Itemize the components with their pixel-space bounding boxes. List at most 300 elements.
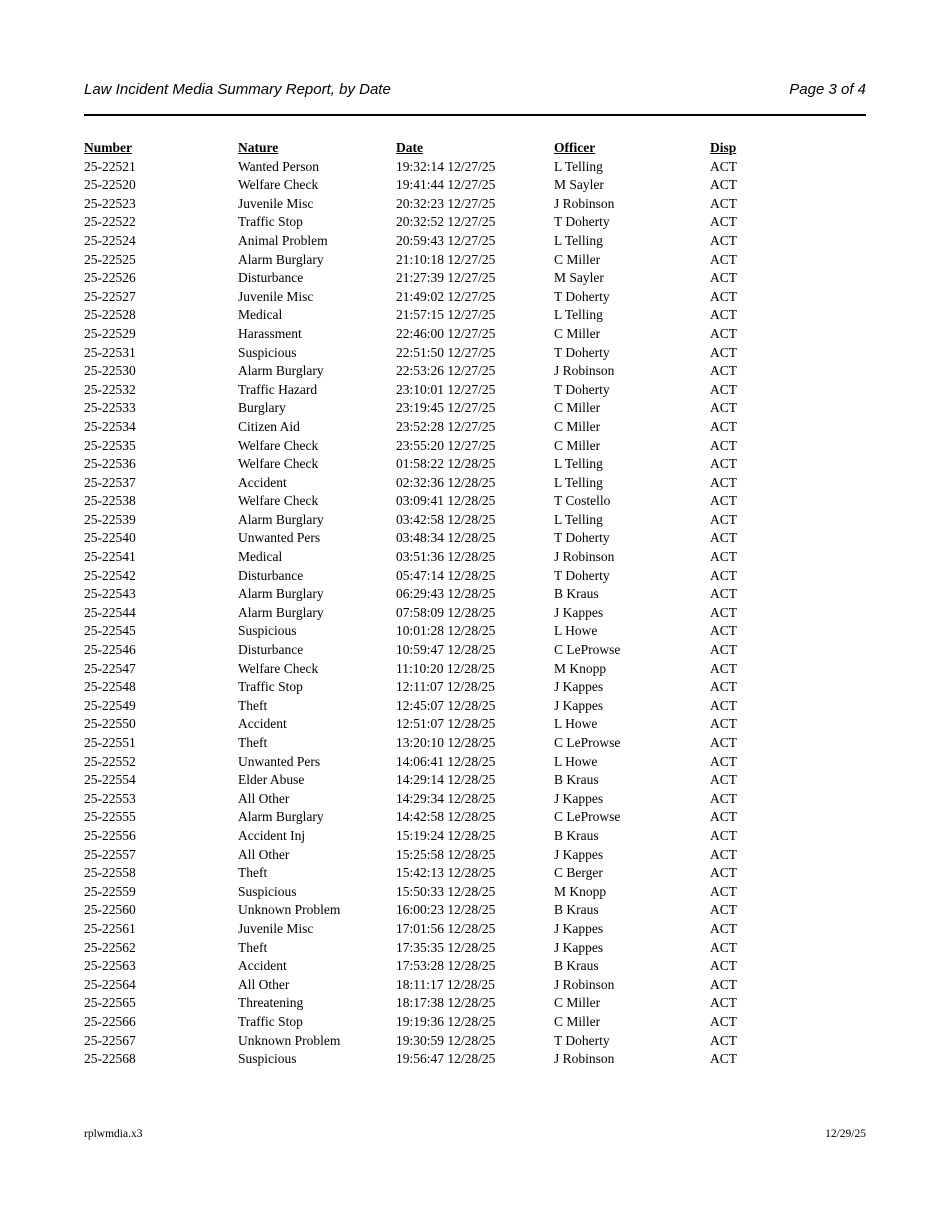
cell-number: 25-22560: [84, 902, 136, 918]
cell-nature: Threatening: [238, 995, 304, 1011]
table-row: [84, 1032, 796, 1051]
table-row: [84, 641, 796, 660]
cell-number: 25-22524: [84, 232, 136, 248]
table-row: [84, 213, 796, 232]
cell-date: 22:46:00 12/27/25: [396, 325, 496, 341]
cell-disp: ACT: [710, 344, 737, 360]
cell-nature: Traffic Stop: [238, 1013, 303, 1029]
cell-date: 19:56:47 12/28/25: [396, 1051, 496, 1067]
cell-officer: J Robinson: [554, 195, 615, 211]
cell-disp: ACT: [710, 474, 737, 490]
cell-nature: Animal Problem: [238, 232, 328, 248]
cell-nature: Welfare Check: [238, 456, 319, 472]
cell-officer: T Doherty: [554, 288, 610, 304]
cell-disp: ACT: [710, 195, 737, 211]
cell-officer: T Doherty: [554, 214, 610, 230]
cell-number: 25-22541: [84, 549, 136, 565]
cell-nature: Medical: [238, 549, 283, 565]
cell-officer: L Telling: [554, 307, 603, 323]
cell-nature: Wanted Person: [238, 158, 320, 174]
cell-number: 25-22522: [84, 214, 136, 230]
cell-officer: C Miller: [554, 325, 601, 341]
cell-number: 25-22565: [84, 995, 136, 1011]
column-header-nature: Nature: [238, 140, 279, 155]
cell-nature: Welfare Check: [238, 437, 319, 453]
cell-number: 25-22523: [84, 195, 136, 211]
cell-disp: ACT: [710, 995, 737, 1011]
cell-number: 25-22545: [84, 623, 136, 639]
table-row: [84, 176, 796, 195]
cell-number: 25-22563: [84, 958, 136, 974]
table-row: [84, 901, 796, 920]
cell-date: 20:32:52 12/27/25: [396, 214, 496, 230]
cell-nature: Suspicious: [238, 344, 297, 360]
cell-officer: J Robinson: [554, 549, 615, 565]
cell-disp: ACT: [710, 251, 737, 267]
cell-officer: J Kappes: [554, 790, 604, 806]
cell-disp: ACT: [710, 177, 737, 193]
cell-disp: ACT: [710, 549, 737, 565]
cell-disp: ACT: [710, 437, 737, 453]
cell-officer: L Howe: [554, 753, 598, 769]
cell-disp: ACT: [710, 158, 737, 174]
cell-date: 05:47:14 12/28/25: [396, 567, 496, 583]
cell-number: 25-22538: [84, 493, 136, 509]
report-header: [84, 81, 866, 98]
cell-number: 25-22532: [84, 381, 136, 397]
cell-nature: Disturbance: [238, 642, 304, 658]
cell-number: 25-22548: [84, 679, 136, 695]
table-row: [84, 808, 796, 827]
cell-nature: Juvenile Misc: [238, 288, 314, 304]
cell-officer: J Kappes: [554, 679, 604, 695]
cell-disp: ACT: [710, 939, 737, 955]
cell-officer: M Sayler: [554, 177, 604, 193]
cell-date: 12:51:07 12/28/25: [396, 716, 496, 732]
cell-disp: ACT: [710, 511, 737, 527]
cell-date: 14:42:58 12/28/25: [396, 809, 496, 825]
cell-number: 25-22551: [84, 735, 136, 750]
cell-officer: L Telling: [554, 511, 603, 527]
cell-officer: J Kappes: [554, 939, 604, 955]
cell-number: 25-22521: [84, 158, 136, 174]
cell-officer: C Miller: [554, 400, 601, 416]
cell-date: 11:10:20 12/28/25: [396, 660, 495, 676]
table-row: [84, 976, 796, 995]
cell-disp: ACT: [710, 307, 737, 323]
cell-disp: ACT: [710, 325, 737, 341]
header-divider: [84, 114, 866, 116]
cell-date: 15:25:58 12/28/25: [396, 846, 496, 862]
cell-officer: B Kraus: [554, 772, 599, 788]
cell-officer: T Doherty: [554, 567, 610, 583]
cell-number: 25-22553: [84, 790, 136, 806]
cell-disp: ACT: [710, 381, 737, 397]
cell-officer: L Howe: [554, 716, 598, 732]
cell-date: 02:32:36 12/28/25: [396, 474, 496, 490]
cell-number: 25-22536: [84, 456, 136, 472]
cell-disp: ACT: [710, 772, 737, 788]
cell-officer: J Kappes: [554, 697, 604, 713]
cell-date: 19:41:44 12/27/25: [396, 177, 496, 193]
cell-disp: ACT: [710, 958, 737, 974]
cell-nature: Accident: [238, 716, 287, 732]
table-row: [84, 195, 796, 214]
cell-officer: T Costello: [554, 493, 611, 509]
cell-date: 17:01:56 12/28/25: [396, 920, 496, 936]
incident-table: [84, 139, 796, 1069]
cell-number: 25-22556: [84, 827, 136, 843]
footer-date: 12/29/25: [825, 1128, 866, 1140]
cell-number: 25-22568: [84, 1051, 136, 1067]
cell-officer: L Telling: [554, 158, 603, 174]
table-row: [84, 585, 796, 604]
column-header-officer: Officer: [554, 140, 596, 155]
cell-number: 25-22564: [84, 976, 136, 992]
cell-nature: Theft: [238, 865, 268, 881]
cell-number: 25-22561: [84, 920, 136, 936]
cell-number: 25-22567: [84, 1032, 136, 1048]
cell-officer: L Telling: [554, 456, 603, 472]
table-row: [84, 678, 796, 697]
cell-date: 03:42:58 12/28/25: [396, 511, 496, 527]
cell-date: 01:58:22 12/28/25: [396, 456, 496, 472]
table-row: [84, 1013, 796, 1032]
cell-officer: J Kappes: [554, 920, 604, 936]
cell-date: 22:51:50 12/27/25: [396, 344, 496, 360]
cell-nature: Suspicious: [238, 883, 297, 899]
cell-date: 03:48:34 12/28/25: [396, 530, 496, 546]
cell-date: 16:00:23 12/28/25: [396, 902, 496, 918]
cell-number: 25-22529: [84, 325, 136, 341]
cell-officer: B Kraus: [554, 827, 599, 843]
cell-date: 19:32:14 12/27/25: [396, 158, 496, 174]
cell-nature: Elder Abuse: [238, 772, 305, 788]
cell-number: 25-22535: [84, 437, 136, 453]
table-row: [84, 1050, 796, 1069]
table-row: [84, 939, 796, 958]
cell-nature: Unknown Problem: [238, 1032, 341, 1048]
cell-disp: ACT: [710, 493, 737, 509]
table-row: [84, 864, 796, 883]
cell-disp: ACT: [710, 1013, 737, 1029]
cell-disp: ACT: [710, 809, 737, 825]
cell-nature: Accident: [238, 474, 287, 490]
table-row: [84, 771, 796, 790]
cell-officer: J Kappes: [554, 604, 604, 620]
cell-number: 25-22550: [84, 716, 136, 732]
cell-disp: ACT: [710, 270, 737, 286]
cell-number: 25-22555: [84, 809, 136, 825]
cell-nature: Juvenile Misc: [238, 920, 314, 936]
cell-disp: ACT: [710, 865, 737, 881]
cell-number: 25-22534: [84, 418, 136, 434]
cell-officer: T Doherty: [554, 1032, 610, 1048]
cell-number: 25-22543: [84, 586, 136, 602]
cell-number: 25-22520: [84, 177, 136, 193]
table-row: [84, 957, 796, 976]
cell-officer: J Robinson: [554, 1051, 615, 1067]
cell-officer: C Miller: [554, 251, 601, 267]
cell-disp: ACT: [710, 363, 737, 379]
cell-nature: All Other: [238, 790, 290, 806]
cell-disp: ACT: [710, 1051, 737, 1067]
cell-date: 19:30:59 12/28/25: [396, 1032, 496, 1048]
cell-nature: Welfare Check: [238, 493, 319, 509]
cell-nature: Unwanted Pers: [238, 753, 321, 769]
cell-disp: ACT: [710, 716, 737, 732]
cell-date: 22:53:26 12/27/25: [396, 363, 496, 379]
cell-nature: Welfare Check: [238, 177, 319, 193]
cell-officer: J Kappes: [554, 846, 604, 862]
cell-nature: All Other: [238, 976, 290, 992]
table-row: [84, 492, 796, 511]
cell-nature: Theft: [238, 697, 268, 713]
cell-nature: Alarm Burglary: [238, 604, 324, 620]
cell-nature: Traffic Hazard: [238, 381, 318, 397]
cell-officer: L Telling: [554, 474, 603, 490]
cell-officer: C Miller: [554, 418, 601, 434]
table-row: [84, 362, 796, 381]
cell-nature: Suspicious: [238, 1051, 297, 1067]
table-row: [84, 306, 796, 325]
cell-number: 25-22533: [84, 400, 136, 416]
cell-disp: ACT: [710, 214, 737, 230]
cell-number: 25-22557: [84, 846, 136, 862]
cell-nature: Disturbance: [238, 567, 304, 583]
cell-date: 21:49:02 12/27/25: [396, 288, 496, 304]
cell-date: 18:11:17 12/28/25: [396, 976, 495, 992]
table-row: [84, 548, 796, 567]
cell-nature: Theft: [238, 735, 268, 750]
cell-officer: L Telling: [554, 232, 603, 248]
table-row: [84, 697, 796, 716]
table-row: [84, 622, 796, 641]
table-row: [84, 158, 796, 177]
cell-date: 06:29:43 12/28/25: [396, 586, 496, 602]
cell-nature: Welfare Check: [238, 660, 319, 676]
report-id: rplwmdia.x3: [84, 1128, 143, 1140]
table-header-row: [84, 139, 796, 158]
report-title: Law Incident Media Summary Report, by Date: [84, 81, 391, 98]
table-row: [84, 715, 796, 734]
cell-date: 15:19:24 12/28/25: [396, 827, 496, 843]
table-row: [84, 325, 796, 344]
cell-officer: T Doherty: [554, 344, 610, 360]
cell-nature: Disturbance: [238, 270, 304, 286]
cell-number: 25-22527: [84, 288, 136, 304]
cell-nature: Accident: [238, 958, 287, 974]
cell-nature: All Other: [238, 846, 290, 862]
cell-disp: ACT: [710, 902, 737, 918]
cell-disp: ACT: [710, 735, 737, 750]
table-row: [84, 994, 796, 1013]
cell-disp: ACT: [710, 642, 737, 658]
cell-number: 25-22558: [84, 865, 136, 881]
cell-number: 25-22554: [84, 772, 136, 788]
table-row: [84, 381, 796, 400]
cell-number: 25-22528: [84, 307, 136, 323]
report-footer: [84, 1127, 866, 1141]
cell-date: 13:20:10 12/28/25: [396, 735, 496, 750]
cell-nature: Alarm Burglary: [238, 251, 324, 267]
cell-number: 25-22562: [84, 939, 136, 955]
cell-number: 25-22525: [84, 251, 136, 267]
cell-date: 18:17:38 12/28/25: [396, 995, 496, 1011]
cell-nature: Alarm Burglary: [238, 511, 324, 527]
cell-officer: C LeProwse: [554, 809, 621, 825]
cell-date: 23:52:28 12/27/25: [396, 418, 496, 434]
cell-number: 25-22544: [84, 604, 136, 620]
cell-nature: Traffic Stop: [238, 679, 303, 695]
cell-officer: B Kraus: [554, 902, 599, 918]
cell-date: 19:19:36 12/28/25: [396, 1013, 496, 1029]
table-row: [84, 753, 796, 772]
page-number: Page 3 of 4: [789, 81, 866, 98]
cell-disp: ACT: [710, 623, 737, 639]
cell-date: 21:57:15 12/27/25: [396, 307, 496, 323]
cell-disp: ACT: [710, 400, 737, 416]
cell-date: 10:01:28 12/28/25: [396, 623, 496, 639]
table-row: [84, 344, 796, 363]
cell-officer: M Knopp: [554, 660, 607, 676]
table-row: [84, 660, 796, 679]
cell-date: 20:59:43 12/27/25: [396, 232, 496, 248]
cell-number: 25-22531: [84, 344, 136, 360]
table-row: [84, 846, 796, 865]
cell-date: 15:50:33 12/28/25: [396, 883, 496, 899]
cell-number: 25-22549: [84, 697, 136, 713]
cell-disp: ACT: [710, 418, 737, 434]
cell-number: 25-22539: [84, 511, 136, 527]
cell-nature: Harassment: [238, 325, 302, 341]
cell-date: 03:09:41 12/28/25: [396, 493, 496, 509]
cell-number: 25-22540: [84, 530, 136, 546]
cell-officer: C LeProwse: [554, 735, 621, 750]
cell-nature: Alarm Burglary: [238, 809, 324, 825]
table-row: [84, 827, 796, 846]
cell-date: 21:10:18 12/27/25: [396, 251, 496, 267]
cell-disp: ACT: [710, 586, 737, 602]
cell-date: 03:51:36 12/28/25: [396, 549, 496, 565]
table-row: [84, 604, 796, 623]
cell-date: 07:58:09 12/28/25: [396, 604, 496, 620]
cell-number: 25-22530: [84, 363, 136, 379]
cell-nature: Burglary: [238, 400, 286, 416]
cell-disp: ACT: [710, 604, 737, 620]
cell-officer: J Robinson: [554, 976, 615, 992]
cell-officer: B Kraus: [554, 958, 599, 974]
cell-date: 17:53:28 12/28/25: [396, 958, 496, 974]
cell-officer: T Doherty: [554, 530, 610, 546]
cell-officer: C Miller: [554, 1013, 601, 1029]
cell-number: 25-22526: [84, 270, 136, 286]
cell-nature: Theft: [238, 939, 268, 955]
cell-disp: ACT: [710, 456, 737, 472]
cell-officer: L Howe: [554, 623, 598, 639]
table-row: [84, 418, 796, 437]
cell-date: 12:11:07 12/28/25: [396, 679, 495, 695]
cell-officer: M Knopp: [554, 883, 607, 899]
cell-nature: Medical: [238, 307, 283, 323]
cell-date: 23:10:01 12/27/25: [396, 381, 496, 397]
cell-disp: ACT: [710, 790, 737, 806]
cell-disp: ACT: [710, 679, 737, 695]
column-header-disp: Disp: [710, 140, 737, 155]
table-row: [84, 399, 796, 418]
cell-disp: ACT: [710, 232, 737, 248]
cell-number: 25-22559: [84, 883, 136, 899]
table-row: [84, 269, 796, 288]
cell-disp: ACT: [710, 288, 737, 304]
table-row: [84, 455, 796, 474]
cell-date: 14:06:41 12/28/25: [396, 753, 496, 769]
table-row: [84, 920, 796, 939]
table-row: [84, 288, 796, 307]
cell-disp: ACT: [710, 530, 737, 546]
cell-number: 25-22546: [84, 642, 136, 658]
cell-disp: ACT: [710, 660, 737, 676]
table-row: [84, 883, 796, 902]
cell-disp: ACT: [710, 883, 737, 899]
cell-nature: Citizen Aid: [238, 418, 300, 434]
cell-disp: ACT: [710, 697, 737, 713]
cell-disp: ACT: [710, 976, 737, 992]
cell-officer: M Sayler: [554, 270, 604, 286]
table-row: [84, 529, 796, 548]
cell-nature: Traffic Stop: [238, 214, 303, 230]
column-header-date: Date: [396, 140, 423, 155]
cell-nature: Alarm Burglary: [238, 586, 324, 602]
cell-officer: J Robinson: [554, 363, 615, 379]
cell-nature: Suspicious: [238, 623, 297, 639]
cell-date: 20:32:23 12/27/25: [396, 195, 496, 211]
table-row: [84, 232, 796, 251]
cell-number: 25-22547: [84, 660, 136, 676]
cell-nature: Alarm Burglary: [238, 363, 324, 379]
cell-date: 12:45:07 12/28/25: [396, 697, 496, 713]
cell-disp: ACT: [710, 846, 737, 862]
cell-nature: Accident Inj: [238, 827, 306, 843]
cell-nature: Unknown Problem: [238, 902, 341, 918]
cell-number: 25-22552: [84, 753, 136, 769]
cell-officer: C Miller: [554, 437, 601, 453]
table-row: [84, 567, 796, 586]
cell-disp: ACT: [710, 920, 737, 936]
cell-date: 23:19:45 12/27/25: [396, 400, 496, 416]
table-row: [84, 251, 796, 270]
cell-date: 15:42:13 12/28/25: [396, 865, 496, 881]
cell-officer: T Doherty: [554, 381, 610, 397]
cell-date: 17:35:35 12/28/25: [396, 939, 496, 955]
cell-disp: ACT: [710, 1032, 737, 1048]
cell-officer: C LeProwse: [554, 642, 621, 658]
table-row: [84, 437, 796, 456]
cell-number: 25-22542: [84, 567, 136, 583]
cell-date: 14:29:34 12/28/25: [396, 790, 496, 806]
cell-number: 25-22566: [84, 1013, 136, 1029]
cell-nature: Unwanted Pers: [238, 530, 321, 546]
cell-nature: Juvenile Misc: [238, 195, 314, 211]
table-row: [84, 734, 796, 753]
cell-disp: ACT: [710, 827, 737, 843]
cell-date: 14:29:14 12/28/25: [396, 772, 496, 788]
cell-number: 25-22537: [84, 474, 136, 490]
cell-officer: C Miller: [554, 995, 601, 1011]
column-header-number: Number: [84, 140, 132, 155]
cell-date: 23:55:20 12/27/25: [396, 437, 496, 453]
cell-officer: B Kraus: [554, 586, 599, 602]
